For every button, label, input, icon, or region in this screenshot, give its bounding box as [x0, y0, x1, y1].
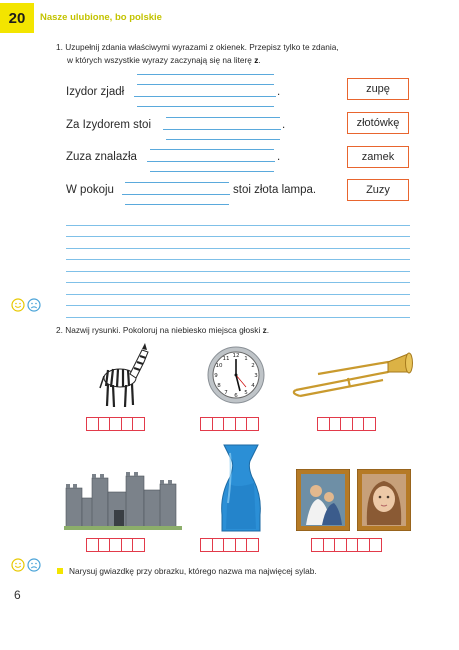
- sentence-2-writing-line-mid: [166, 117, 280, 118]
- happy-face-icon[interactable]: [11, 558, 25, 572]
- svg-text:1: 1: [244, 356, 248, 362]
- sentence-2-start: Za Izydorem stoi: [66, 119, 151, 131]
- sentence-3-end: .: [277, 151, 281, 163]
- sad-face-icon[interactable]: [27, 558, 41, 572]
- bullet-square-icon: [57, 568, 63, 574]
- clock-picture: [206, 345, 266, 410]
- sentence-1-writing-line[interactable]: [134, 96, 276, 97]
- svg-text:12: 12: [232, 353, 240, 359]
- svg-text:2: 2: [251, 363, 255, 369]
- writing-line: [66, 249, 410, 261]
- sad-face-icon[interactable]: [27, 298, 41, 312]
- letter-box[interactable]: [363, 417, 376, 431]
- svg-text:11: 11: [222, 356, 230, 362]
- lesson-title: Nasze ulubione, bo polskie: [40, 12, 162, 23]
- lesson-number-badge: 20: [0, 3, 34, 33]
- star-task-text: Narysuj gwiazdkę przy obrazku, którego nazwa ma najwięcej sylab.: [69, 566, 317, 576]
- writing-line: [66, 260, 410, 272]
- word-box-2: złotówkę: [347, 112, 409, 134]
- sentence-1-writing-line-mid: [137, 84, 274, 85]
- sentence-2-writing-line[interactable]: [163, 129, 281, 130]
- sentence-4-writing-line-mid: [125, 182, 229, 183]
- zebra-picture: [92, 340, 152, 415]
- sentence-2-end: .: [282, 119, 286, 131]
- svg-text:7: 7: [224, 390, 228, 396]
- sentence-4-writing-line[interactable]: [122, 194, 230, 195]
- word-box-4: Zuzy: [347, 179, 409, 201]
- letter-boxes-castle[interactable]: [86, 538, 144, 552]
- sentence-2-writing-line-bottom: [166, 139, 280, 140]
- star-task: [57, 566, 317, 576]
- task1-instruction: [56, 41, 416, 67]
- writing-line: [66, 237, 410, 249]
- svg-text:6: 6: [234, 393, 238, 399]
- svg-text:5: 5: [244, 390, 248, 396]
- sentence-3-writing-line[interactable]: [147, 161, 275, 162]
- castle-picture: [64, 470, 182, 535]
- letter-boxes-vase[interactable]: [200, 538, 258, 552]
- writing-line: [66, 306, 410, 318]
- writing-line: [66, 226, 410, 238]
- sentence-1-end: .: [277, 86, 281, 98]
- writing-line: [66, 283, 410, 295]
- sentence-3-writing-line-bottom: [150, 171, 274, 172]
- task2-instruction: 2. Nazwij rysunki. Pokoloruj na niebiesko miejsca głoski z.: [56, 325, 270, 335]
- letter-box[interactable]: [246, 538, 259, 552]
- task1-instruction-line1: 1. Uzupełnij zdania właściwymi wyrazami z okienek. Przepisz tylko te zdania,: [56, 42, 339, 52]
- sentence-4-end: stoi złota lampa.: [233, 184, 317, 196]
- letter-box[interactable]: [369, 538, 382, 552]
- letter-boxes-paintings[interactable]: [311, 538, 380, 552]
- happy-face-icon[interactable]: [11, 298, 25, 312]
- svg-text:10: 10: [215, 363, 223, 369]
- writing-line: [66, 214, 410, 226]
- letter-boxes-zebra[interactable]: [86, 417, 144, 431]
- svg-text:4: 4: [251, 383, 255, 389]
- page-number: 6: [14, 588, 21, 602]
- sentence-3-start: Zuza znalazła: [66, 151, 137, 163]
- writing-area[interactable]: [66, 214, 410, 318]
- svg-text:3: 3: [254, 373, 258, 379]
- sentence-4-writing-line-bottom: [125, 204, 229, 205]
- letter-boxes-clock[interactable]: [200, 417, 258, 431]
- painting-1-picture: [296, 469, 350, 536]
- vase-picture: [216, 443, 266, 540]
- svg-text:9: 9: [214, 373, 218, 379]
- sentence-4-start: W pokoju: [66, 184, 114, 196]
- trombone-picture: [288, 352, 413, 405]
- sentence-3-writing-line-mid: [150, 149, 274, 150]
- svg-text:8: 8: [217, 383, 221, 389]
- writing-line: [66, 272, 410, 284]
- sentence-1-writing-line-bottom: [137, 106, 274, 107]
- painting-2-picture: [357, 469, 411, 536]
- letter-boxes-trombone[interactable]: [317, 417, 375, 431]
- word-box-1: zupę: [347, 78, 409, 100]
- letter-box[interactable]: [132, 538, 145, 552]
- letter-box[interactable]: [246, 417, 259, 431]
- writing-line: [66, 295, 410, 307]
- sentence-1-writing-line-top: [137, 74, 274, 75]
- task1-instruction-line2: w których wszystkie wyrazy zaczynają się na literę z.: [67, 55, 261, 65]
- word-box-3: zamek: [347, 146, 409, 168]
- letter-box[interactable]: [132, 417, 145, 431]
- sentence-1-start: Izydor zjadł: [66, 86, 125, 98]
